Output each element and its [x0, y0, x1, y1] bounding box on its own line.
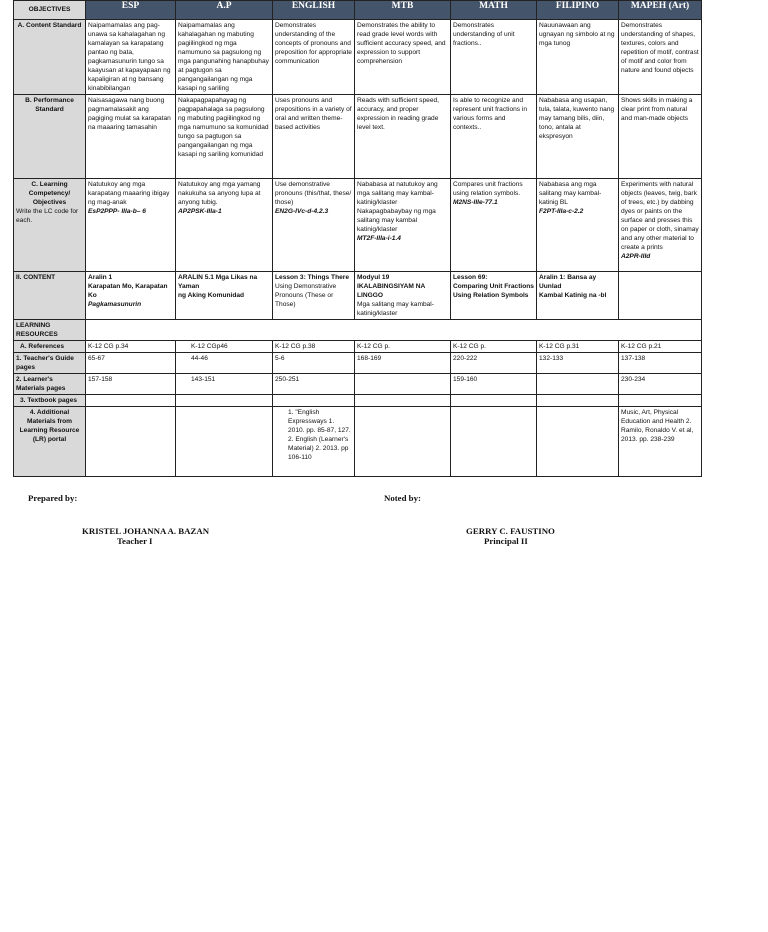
table-cell: Nababasa at natutukoy ang mga salitang may kambal-katinig/klaster Nakapagbabaybay ng mga salitang may kambal katinig/klaster MT2F-IIIa-i-1.4 — [355, 179, 451, 272]
table-cell: K-12 CGp46 — [176, 341, 273, 353]
table-cell: Is able to recognize and represent unit fractions in various forms and contexts.. — [451, 95, 537, 179]
performance-standard-row — [14, 95, 702, 179]
table-cell: Naipamamalas ang kahalagahan ng mabuting pagiilingkod ng mga namumuno sa pagsulong ng mga pangunahing hanapbuhay at pagtugon sa pangangailangan ng mga kasapi ng sariling — [176, 20, 273, 95]
table-cell — [355, 407, 451, 477]
table-cell: 44-46 — [176, 353, 273, 374]
table-cell: 159-160 — [451, 374, 537, 395]
content-row — [14, 272, 702, 320]
table-cell: ARALIN 5.1 Mga Likas na Yaman ng Aking Komunidad — [176, 272, 273, 320]
table-cell: Use demonstrative pronouns (this/that, these/ those) EN2G-IVc-d-4.2.3 — [273, 179, 355, 272]
textbook-row — [14, 395, 702, 407]
learners-materials-label: 2. Learner's Materials pages — [14, 374, 86, 395]
table-cell: Demonstrates understanding of shapes, textures, colors and repetition of motif, contrast of motif and color from nature and found objects — [619, 20, 702, 95]
table-cell — [537, 374, 619, 395]
table-cell — [619, 395, 702, 407]
table-cell: Modyul 19 IKALABINGSIYAM NA LINGGO Mga salitang may kambal-katinig/klaster — [355, 272, 451, 320]
table-cell: Experiments with natural objects (leaves, twig, bark of trees, etc.) by dabbing dyes or paints on the surface and presses this on paper or cloth, sinamay and any other material to create a prints A2PR-IIId — [619, 179, 702, 272]
table-cell: Demonstrates understanding of unit fractions.. — [451, 20, 537, 95]
table-cell — [86, 320, 702, 341]
competency-label-title: C. Learning Competency/ Objectives — [28, 181, 71, 206]
prepared-by-name: KRISTEL JOHANNA A. BAZAN — [82, 526, 210, 536]
content-standard-row — [14, 20, 702, 95]
table-cell: Lesson 69: Comparing Unit Fractions Using Relation Symbols — [451, 272, 537, 320]
table-cell: Compares unit fractions using relation symbols. M2NS-IIIe-77.1 — [451, 179, 537, 272]
subject-header-english: ENGLISH — [273, 1, 355, 20]
table-cell: Nauunawaan ang ugnayan ng simbolo at ng mga tunog — [537, 20, 619, 95]
table-cell — [451, 407, 537, 477]
subject-header-mapeh: MAPEH (Art) — [619, 1, 702, 20]
table-cell: Reads with sufficient speed, accuracy, and proper expression in reading grade level text. — [355, 95, 451, 179]
learning-resources-row — [14, 320, 702, 341]
subject-header-mtb: MTB — [355, 1, 451, 20]
table-cell: K-12 CG p.38 — [273, 341, 355, 353]
table-cell: 230-234 — [619, 374, 702, 395]
references-row — [14, 341, 702, 353]
lc-code: EsP2PPP- IIIa-b– 6 — [88, 208, 146, 215]
competency-label-note: Write the LC code for each. — [16, 208, 79, 224]
table-cell — [537, 407, 619, 477]
additional-materials-label: 4. Additional Materials from Learning Resource (LR) portal — [14, 407, 86, 477]
table-cell: 220-222 — [451, 353, 537, 374]
table-cell: K-12 CG p.34 — [86, 341, 176, 353]
header-row — [14, 1, 702, 20]
teachers-guide-row — [14, 353, 702, 374]
table-cell: 132-133 — [537, 353, 619, 374]
content-label: II. CONTENT — [14, 272, 86, 320]
table-cell: K-12 CG p. — [451, 341, 537, 353]
table-cell: 137-138 — [619, 353, 702, 374]
table-cell — [355, 374, 451, 395]
table-cell: Demonstrates the ability to read grade level words with sufficient accuracy speed, and expression to support comprehension — [355, 20, 451, 95]
references-label: A. References — [14, 341, 86, 353]
prepared-by-label: Prepared by: — [28, 493, 78, 503]
table-cell: 168-169 — [355, 353, 451, 374]
objectives-header: OBJECTIVES — [14, 1, 86, 20]
table-cell: 250-251 — [273, 374, 355, 395]
table-cell: 1. "English Expressways 1. 2010. pp. 85-87, 127. 2. English (Learner's Material) 2. 2013. pp 106-110 — [273, 407, 355, 477]
table-cell — [273, 395, 355, 407]
table-cell: 65-67 — [86, 353, 176, 374]
table-cell: K-12 CG p. — [355, 341, 451, 353]
competency-label — [14, 179, 86, 272]
table-cell: Aralin 1 Karapatan Mo, Karapatan Ko Pagkamasunurin — [86, 272, 176, 320]
performance-standard-label: B. Performance Standard — [14, 95, 86, 179]
table-cell: K-12 CG p.31 — [537, 341, 619, 353]
table-cell: Aralin 1: Bansa ay Uunlad Kambal Katinig na -bl — [537, 272, 619, 320]
teachers-guide-label: 1. Teacher's Guide pages — [14, 353, 86, 374]
subject-header-esp: ESP — [86, 1, 176, 20]
textbook-label: 3. Textbook pages — [14, 395, 86, 407]
table-cell — [176, 407, 273, 477]
table-cell: 143-151 — [176, 374, 273, 395]
table-cell — [176, 395, 273, 407]
table-cell: K-12 CG p.21 — [619, 341, 702, 353]
table-cell: Nababasa ang usapan, tula, talata, kuwento nang may tamang bilis, diin, tono, antala at ekspresyon — [537, 95, 619, 179]
table-cell: Shows skills in making a clear print from natural and man-made objects — [619, 95, 702, 179]
content-standard-label: A. Content Standard — [14, 20, 86, 95]
table-cell: Natutukoy ang mga yamang nakukuha sa anyong lupa at anyong tubig. AP2PSK-IIIa-1 — [176, 179, 273, 272]
table-cell: 157-158 — [86, 374, 176, 395]
lc-code: AP2PSK-IIIa-1 — [178, 208, 222, 215]
learners-materials-row — [14, 374, 702, 395]
competency-row — [14, 179, 702, 272]
table-cell — [619, 272, 702, 320]
lc-code: A2PR-IIId — [621, 253, 651, 260]
noted-by-name: GERRY C. FAUSTINO — [466, 526, 555, 536]
table-cell — [86, 395, 176, 407]
noted-by-title: Principal II — [484, 536, 528, 546]
table-cell: Lesson 3: Things There Using Demonstrative Pronouns (These or Those) — [273, 272, 355, 320]
table-cell: Demonstrates understanding of the concepts of pronouns and preposition for appropriate communication — [273, 20, 355, 95]
table-cell: Natutukoy ang mga karapatang maaaring ibigay ng mag-anak EsP2PPP- IIIa-b– 6 — [86, 179, 176, 272]
table-cell: 5-6 — [273, 353, 355, 374]
lc-code: F2PT-IIIa-c-2.2 — [539, 208, 584, 215]
subject-header-math: MATH — [451, 1, 537, 20]
table-cell: Naisasagawa nang buong pagmamalasakit ang pagiging mulat sa karapatan na maaaring tamasahin — [86, 95, 176, 179]
lc-code: MT2F-IIIa-i-1.4 — [357, 235, 401, 242]
table-cell: Nakapagpapahayag ng pagpapahalaga sa pagsulong ng mabuting pagiilingkod ng mga namumuno sa komunidad tungo sa pagtugon sa pangangailangan ng mga kasapi ng sariling komunidad — [176, 95, 273, 179]
table-cell: Nababasa ang mga salitang may kambal-katinig BL F2PT-IIIa-c-2.2 — [537, 179, 619, 272]
lesson-plan-table — [13, 0, 702, 477]
prepared-by-title: Teacher I — [117, 536, 153, 546]
table-cell — [355, 395, 451, 407]
lc-code: M2NS-IIIe-77.1 — [453, 199, 498, 206]
table-cell — [86, 407, 176, 477]
subject-header-ap: A.P — [176, 1, 273, 20]
table-cell — [537, 395, 619, 407]
additional-materials-row — [14, 407, 702, 477]
table-cell: Naipamamalas ang pag-unawa sa kahalagahan ng kamalayan sa karapatang pantao ng bata, pagkamasunurin tungo sa kaayusan at kapayapaan ng kapaligiran at ng bansang kinabibilangan — [86, 20, 176, 95]
table-cell: Uses pronouns and prepositions in a variety of oral and written theme-based activities — [273, 95, 355, 179]
noted-by-label: Noted by: — [384, 493, 421, 503]
learning-resources-label: LEARNING RESOURCES — [14, 320, 86, 341]
table-cell — [451, 395, 537, 407]
subject-header-filipino: FILIPINO — [537, 1, 619, 20]
lc-code: EN2G-IVc-d-4.2.3 — [275, 208, 329, 215]
table-cell: Music, Art, Physical Education and Health 2. Ramilo, Ronaldo V. et al, 2013. pp. 238-239 — [619, 407, 702, 477]
